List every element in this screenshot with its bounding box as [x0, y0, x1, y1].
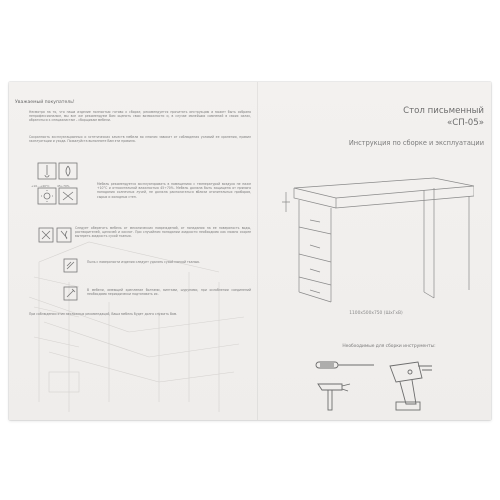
- cloth-icon-box: [63, 258, 79, 278]
- protection-icons: [37, 226, 77, 250]
- dust-paragraph: Пыль с поверхности изделия следует удалять сухой мягкой тканью.: [87, 260, 200, 264]
- screw-icon: [63, 286, 79, 302]
- temperature-label: +10...+40°C: [31, 184, 50, 188]
- intro-paragraph: Несмотря на то, что наша изделие полностью готово к сборке, рекомендуется прочитать инструкцию и может быть собрано непрофессионалом, мы все же рекомендуем Вам оценить свои возможности и, в случае малейших сомнений в своих силах, обратиться к специалистам – сборщикам мебели.: [29, 110, 251, 123]
- screwdriver-icon: [316, 362, 374, 368]
- screw-icon-box: [63, 286, 79, 306]
- product-title: Стол письменный: [403, 106, 484, 116]
- tools-title: Необходимые для сборки инструменты:: [342, 344, 436, 349]
- moisture-icon: [37, 226, 77, 246]
- left-heading: Уважаемый покупатель!: [15, 100, 75, 105]
- hammer-icon: [318, 384, 350, 410]
- left-page: [15, 94, 251, 414]
- drill-icon: [390, 362, 432, 410]
- tools-drawing: [314, 354, 444, 414]
- instruction-sheet: [9, 82, 491, 420]
- protection-paragraph: Следует оберегать мебель от механических повреждений, от попадания на ее поверхность воды, растворителей, щелочей и кислот. При случайном попадании жидкости необходимо как можно скорее вытереть жидкость сухой тканью.: [75, 226, 251, 239]
- right-page: [264, 94, 486, 414]
- fastening-paragraph: В мебели, имеющей крепление болтами, винтами, шурупами, при ослаблении соединений необходимо периодически подтягивать их.: [87, 288, 251, 297]
- humidity-label: 45÷70%: [57, 184, 70, 188]
- instruction-subtitle: Инструкция по сборке и эксплуатации: [348, 139, 484, 147]
- care-paragraph: Сохранность эксплуатационных и эстетических качеств мебели во многом зависит от соблюдения условий ее хранения, правил эксплуатации и ухода. Пожалуйста выполните Вам эти правила.: [29, 135, 251, 144]
- conditions-paragraph: Мебель рекомендуется эксплуатировать в помещениях с температурой воздуха не ниже +10°С и относительной влажностью 45÷70%. Мебель должна быть защищена от прямого попадания солнечных лучей, не должна располагаться вблизи отопительных приборов, сырых и холодных стен.: [97, 182, 251, 199]
- product-model: «СП-05»: [446, 118, 484, 128]
- closing-paragraph: При соблюдении этих несложных рекомендаций, Ваша мебель будет долго служить Вам.: [29, 312, 178, 316]
- cloth-icon: [63, 258, 79, 274]
- desk-drawing: [274, 172, 474, 308]
- desk-dimensions: 1100x500x750 (ШхГхВ): [349, 311, 403, 316]
